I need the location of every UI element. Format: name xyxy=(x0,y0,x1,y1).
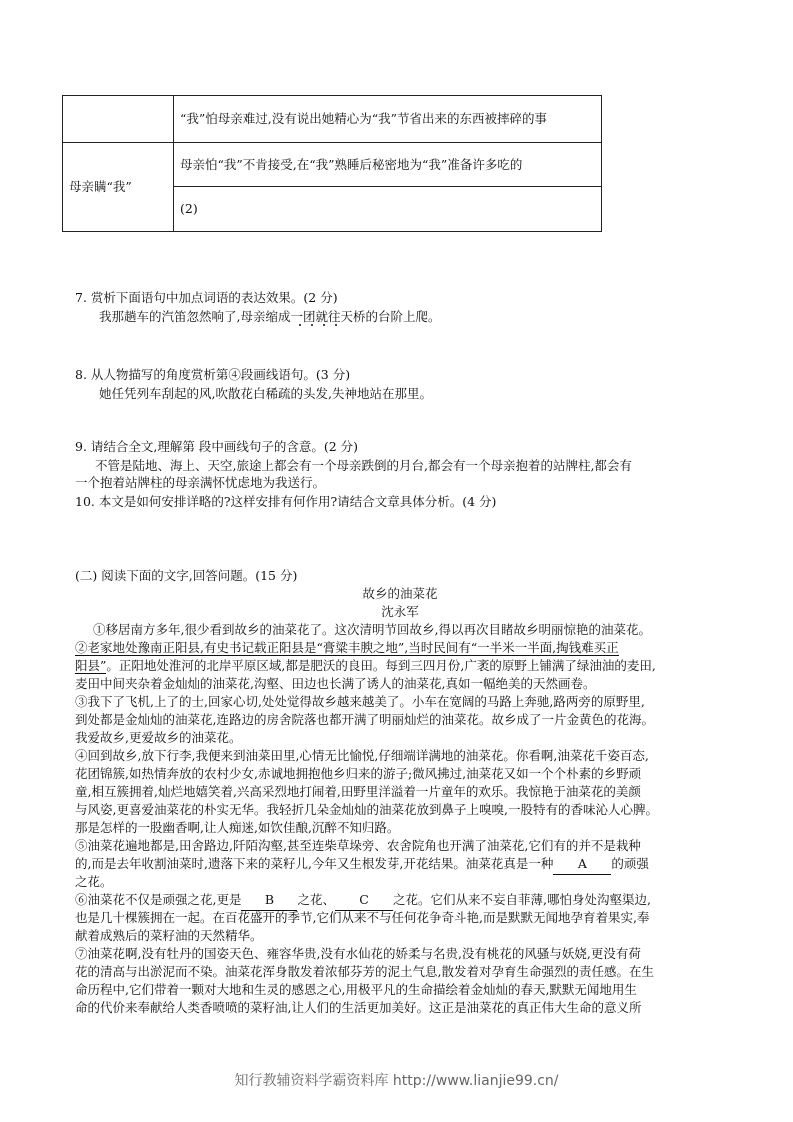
blank-a: A xyxy=(553,854,611,875)
paragraph-5-line-3: 之花。 xyxy=(75,874,113,889)
blank-b: B xyxy=(241,890,297,911)
paragraph-7-line-3: 命历程中,它们带着一颗对大地和生灵的感恩之心,用极平凡的生命描绘着金灿灿的春天,默默无闻地用生 xyxy=(75,982,637,997)
blank-c: C xyxy=(335,890,393,911)
paragraph-6-line-3: 献着成熟后的菜籽油的天然精华。 xyxy=(75,928,263,943)
table-row-header: 母亲瞒“我” xyxy=(63,143,174,232)
question-10-title: 10. 本文是如何安排详略的?这样安排有何作用?请结合文章具体分析。(4 分) xyxy=(75,494,497,509)
paragraph-3-line-3: 我爱故乡,更爱故乡的油菜花。 xyxy=(75,730,242,745)
paragraph-5-line-1: ⑤油菜花遍地都是,田舍路边,阡陌沟壑,甚至连柴草垛旁、农舍院角也开满了油菜花,它们有的并不是栽种 xyxy=(75,838,641,853)
paragraph-2-line-1 xyxy=(75,638,619,658)
paragraph-4-line-2: 花团锦簇,如热情奔放的农村少女,赤诚地拥抱他乡归来的游子;微风拂过,油菜花又如一个个朴素的乡野顽 xyxy=(75,766,642,781)
table-cell-answer-blank: (2) xyxy=(174,187,602,232)
table-cell: 母亲怕“我”不肯接受,在“我”熟睡后秘密地为“我”准备许多吃的 xyxy=(174,143,602,187)
table-cell-empty xyxy=(63,96,174,143)
paragraph-text: 的,而是去年收割油菜时,遗落下来的菜籽儿,今年又生根发芽,开花结果。油菜花真是一种 xyxy=(75,856,554,871)
question-8-title: 8. 从人物描写的角度赏析第④段画线语句。(3 分) xyxy=(75,367,351,382)
paragraph-4-line-1: ④回到故乡,放下行李,我便来到油菜田里,心情无比愉悦,仔细端详满地的油菜花。你看啊,油菜花千姿百态, xyxy=(75,748,649,763)
paragraph-text: 的顽强 xyxy=(611,856,649,871)
paragraph-text: 之花。它们从来不妄自菲薄,哪怕身处沟壑渠边, xyxy=(393,892,651,907)
comparison-table xyxy=(62,95,602,232)
paragraph-text: 之花、 xyxy=(297,892,335,907)
section-intro: (二) 阅读下面的文字,回答问题。(15 分) xyxy=(75,568,298,583)
paragraph-2-line-2 xyxy=(75,656,656,676)
question-7-title: 7. 赏析下面语句中加点词语的表达效果。(2 分) xyxy=(75,290,338,305)
question-9-text-2: 一个抱着站牌柱的母亲满怀忧虑地为我送行。 xyxy=(75,475,326,490)
paragraph-4-line-5: 那是怎样的一股幽香啊,让人痴迷,如饮佳酿,沉醉不知归路。 xyxy=(75,820,400,835)
paragraph-3-line-1: ③我下了飞机,上了的士,回家心切,处处觉得故乡越来越美了。小车在宽阔的马路上奔驰,路两旁的原野里, xyxy=(75,694,645,709)
footer-watermark: 知行教辅资料学霸资料库 http://www.lianjie99.cn/ xyxy=(234,1073,559,1089)
paragraph-7-line-2: 花的清高与出淤泥而不染。油菜花浑身散发着浓郁芬芳的泥土气息,散发着对孕育生命强烈的责任感。在生 xyxy=(75,964,654,979)
underlined-text: 阳县” xyxy=(75,658,107,673)
article-author: 沈永军 xyxy=(381,604,419,619)
question-7-text: 我那趟车的汽笛忽然响了,母亲缩成一团就往天桥的台阶上爬。 xyxy=(99,309,441,324)
paragraph-text: ⑥油菜花不仅是顽强之花,更是 xyxy=(75,892,242,907)
underlined-text: ②老家地处豫南正阳县,有史书记载正阳县是“膏粱丰腴之地”,当时民间有“一半米一半面,掏钱难买正 xyxy=(75,640,619,655)
table-cell: “我”怕母亲难过,没有说出她精心为“我”节省出来的东西被摔碎的事 xyxy=(174,96,602,143)
article-title: 故乡的油菜花 xyxy=(362,586,438,601)
question-8-text: 她任凭列车刮起的风,吹散花白稀疏的头发,失神地站在那里。 xyxy=(99,386,432,401)
table-row xyxy=(63,143,602,187)
paragraph-7-line-4: 命的代价来奉献给人类香喷喷的菜籽油,让人们的生活更加美好。这正是油菜花的真正伟大生命的意义所 xyxy=(75,1000,642,1015)
paragraph-5-line-2 xyxy=(75,854,649,875)
paragraph-7-line-1: ⑦油菜花啊,没有牡丹的国姿天色、雍容华贵,没有水仙花的娇柔与名贵,没有桃花的风骚与妖娆,更没有荷 xyxy=(75,946,641,961)
paragraph-1: ①移居南方多年,很少看到故乡的油菜花了。这次清明节回故乡,得以再次目睹故乡明丽惊艳的油菜花。 xyxy=(93,622,651,637)
paragraph-2-line-3: 麦田中间夹杂着金灿灿的油菜花,沟壑、田边也长满了诱人的油菜花,真如一幅绝美的天然画卷。 xyxy=(75,676,596,691)
paragraph-6-line-2: 也是几十棵簇拥在一起。在百花盛开的季节,它们从来不与任何花争奇斗艳,而是默默无闻地孕育着果实,奉 xyxy=(75,910,650,925)
question-9-title: 9. 请结合全文,理解第 段中画线句子的含意。(2 分) xyxy=(75,439,359,454)
paragraph-text: 。正阳地处淮河的北岸平原区域,都是肥沃的良田。每到三四月份,广袤的原野上铺满了绿油油的麦田, xyxy=(106,658,656,673)
question-9-text: 不管是陆地、海上、天空,旅途上都会有一个母亲跌倒的月台,都会有一个母亲抱着的站牌柱,都会有 xyxy=(95,458,632,473)
table-row xyxy=(63,96,602,143)
paragraph-4-line-3: 童,相互簇拥着,灿烂地嬉笑着,兴高采烈地打闹着,田野里洋溢着一片童年的欢乐。我惊艳于油菜花的美颜 xyxy=(75,784,641,799)
paragraph-4-line-4: 与风姿,更喜爱油菜花的朴实无华。我轻折几朵金灿灿的油菜花放到鼻子上嗅嗅,一股特有的香味沁人心脾。 xyxy=(75,802,658,817)
paragraph-3-line-2: 到处都是金灿灿的油菜花,连路边的房舍院落也都开满了明丽灿烂的油菜花。故乡成了一片金黄色的花海。 xyxy=(75,712,654,727)
emphasis-dots xyxy=(297,324,357,328)
question-7-sentence xyxy=(99,307,440,327)
